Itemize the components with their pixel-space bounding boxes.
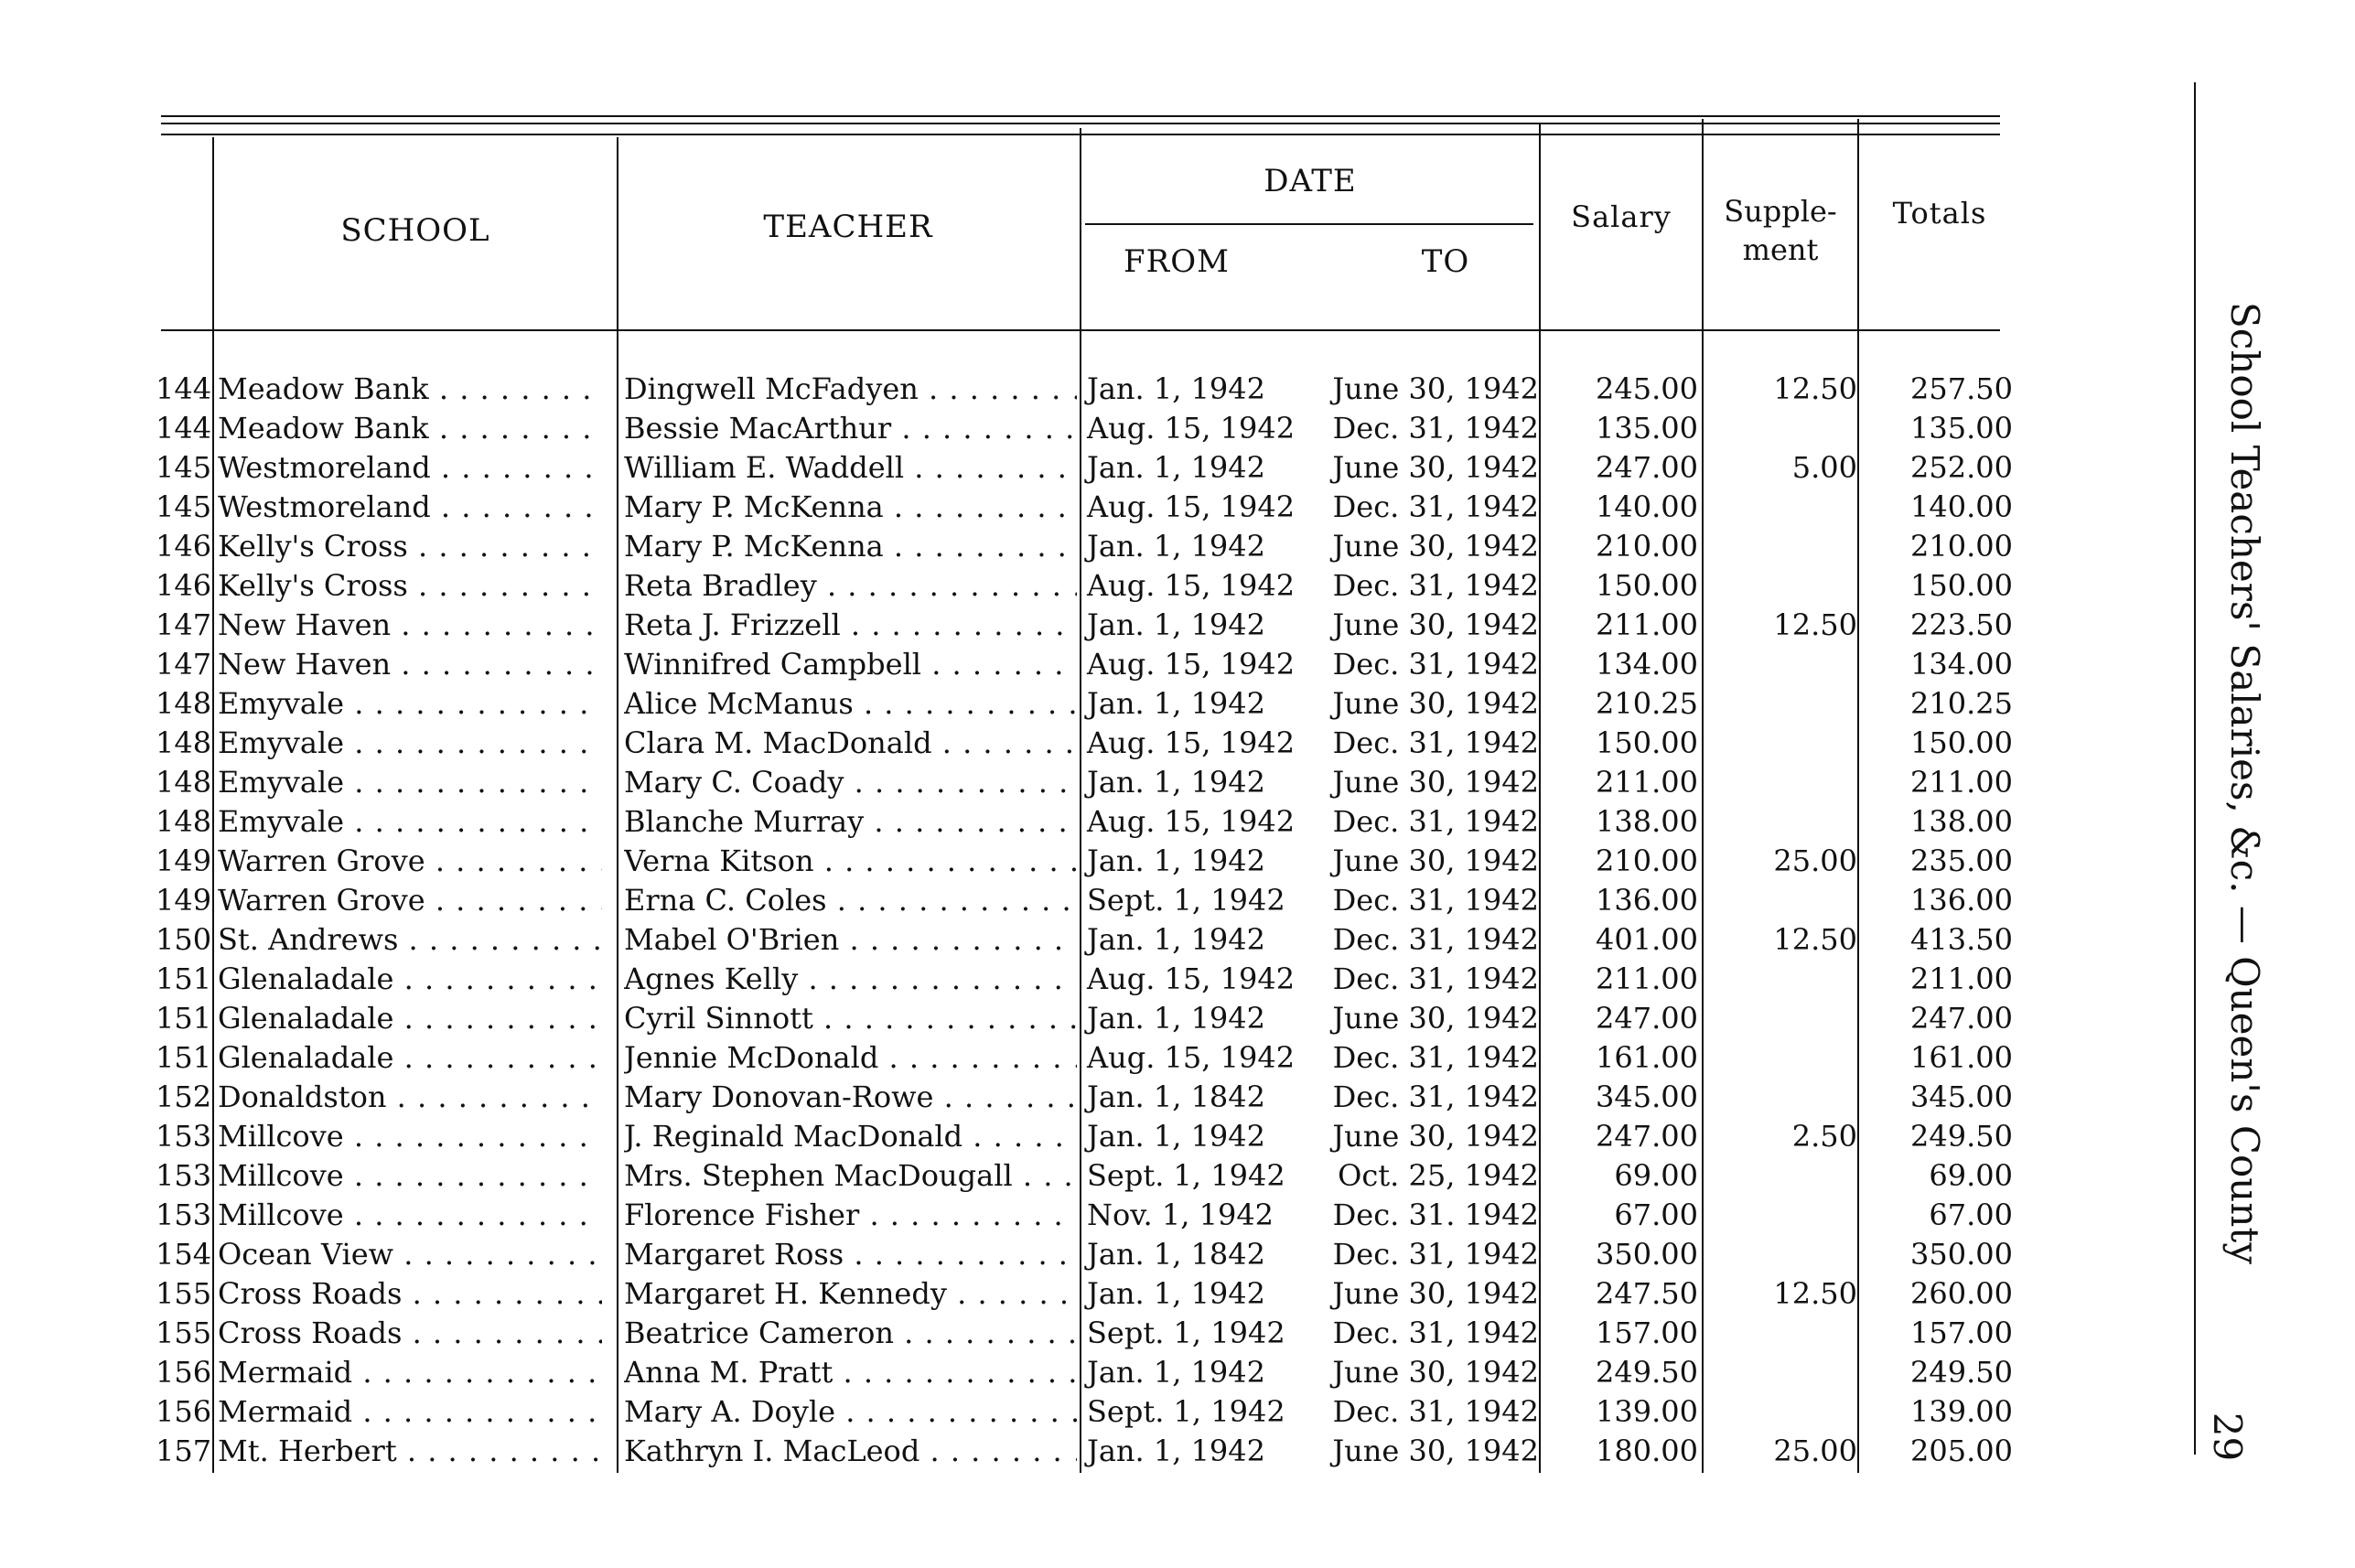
table-row	[0, 566, 2196, 606]
date-to-cell: Dec. 31, 1942	[1332, 568, 1539, 603]
salary-cell: 249.50	[1596, 1355, 1698, 1390]
school-cell: Kelly's Cross . . .	[218, 566, 602, 606]
row-number: 146	[156, 568, 212, 603]
table-row	[0, 1353, 2196, 1392]
salary-cell: 247.00	[1596, 1119, 1698, 1154]
school-cell: Westmoreland . . .	[218, 488, 602, 527]
table-row	[0, 802, 2196, 842]
date-to-cell: June 30, 1942	[1332, 607, 1539, 642]
salary-cell: 210.00	[1596, 843, 1698, 878]
row-number: 148	[156, 725, 212, 760]
school-cell: Millcove . . .	[218, 1156, 602, 1196]
total-cell: 211.00	[1910, 765, 2013, 800]
salary-cell: 139.00	[1596, 1394, 1698, 1429]
supplement-cell: 12.50	[1773, 607, 1857, 642]
salary-cell: 150.00	[1596, 725, 1698, 760]
school-cell: Mt. Herbert . . .	[218, 1432, 602, 1471]
row-number: 152	[156, 1079, 212, 1114]
teacher-cell: Clara M. MacDonald . . .	[624, 724, 1077, 763]
header-salary: Salary	[1571, 199, 1672, 234]
school-cell: New Haven . . .	[218, 606, 602, 645]
teacher-cell: Dingwell McFadyen . . .	[624, 370, 1077, 409]
school-cell: Meadow Bank . . .	[218, 370, 602, 409]
total-cell: 150.00	[1910, 725, 2013, 760]
total-cell: 134.00	[1910, 647, 2013, 682]
teacher-cell: Anna M. Pratt . . .	[624, 1353, 1077, 1392]
row-number: 155	[156, 1276, 212, 1311]
date-from-cell: Aug. 15, 1942	[1087, 725, 1296, 760]
date-to-cell: Dec. 31, 1942	[1332, 1040, 1539, 1075]
date-from-cell: Jan. 1, 1942	[1087, 450, 1265, 485]
total-cell: 210.25	[1910, 686, 2013, 721]
salary-cell: 210.25	[1596, 686, 1698, 721]
salary-cell: 247.50	[1596, 1276, 1698, 1311]
total-cell: 235.00	[1910, 843, 2013, 878]
teacher-cell: Mary P. McKenna . . .	[624, 527, 1077, 566]
total-cell: 211.00	[1910, 961, 2013, 996]
table-row	[0, 606, 2196, 645]
table-row	[0, 645, 2196, 684]
school-cell: Emyvale . . .	[218, 763, 602, 802]
date-from-cell: Jan. 1, 1942	[1087, 1355, 1265, 1390]
row-number: 157	[156, 1434, 212, 1468]
table-row	[0, 1196, 2196, 1235]
table-row	[0, 1038, 2196, 1078]
salary-cell: 135.00	[1596, 411, 1698, 446]
teacher-cell: Winnifred Campbell . . .	[624, 645, 1077, 684]
date-to-cell: June 30, 1942	[1332, 843, 1539, 878]
teacher-cell: Mary A. Doyle . . .	[624, 1392, 1077, 1432]
salary-cell: 157.00	[1596, 1316, 1698, 1350]
teacher-cell: Mary C. Coady . . .	[624, 763, 1077, 802]
teacher-cell: Mrs. Stephen MacDougall . . .	[624, 1156, 1077, 1196]
school-cell: Westmoreland . . .	[218, 448, 602, 488]
total-cell: 345.00	[1910, 1079, 2013, 1114]
date-to-cell: Dec. 31, 1942	[1332, 647, 1539, 682]
school-cell: St. Andrews . . .	[218, 920, 602, 960]
table-row	[0, 409, 2196, 448]
date-to-cell: Dec. 31, 1942	[1332, 489, 1539, 524]
date-from-cell: Jan. 1, 1942	[1087, 1434, 1265, 1468]
date-to-cell: Dec. 31, 1942	[1332, 1237, 1539, 1272]
row-number: 151	[156, 1040, 212, 1075]
date-to-cell: June 30, 1942	[1332, 1355, 1539, 1390]
row-number: 146	[156, 529, 212, 564]
table-row	[0, 1392, 2196, 1432]
total-cell: 247.00	[1910, 1001, 2013, 1036]
teacher-cell: Reta Bradley . . .	[624, 566, 1077, 606]
date-from-cell: Sept. 1, 1942	[1087, 1316, 1285, 1350]
school-cell: Meadow Bank . . .	[218, 409, 602, 448]
salary-cell: 211.00	[1596, 765, 1698, 800]
school-cell: Glenaladale . . .	[218, 1038, 602, 1078]
date-from-cell: Jan. 1, 1842	[1087, 1079, 1265, 1114]
date-from-cell: Aug. 15, 1942	[1087, 1040, 1296, 1075]
salary-cell: 210.00	[1596, 529, 1698, 564]
date-to-cell: June 30, 1942	[1332, 765, 1539, 800]
date-from-cell: Aug. 15, 1942	[1087, 489, 1296, 524]
school-cell: Emyvale . . .	[218, 802, 602, 842]
salary-cell: 211.00	[1596, 607, 1698, 642]
teacher-cell: Reta J. Frizzell . . .	[624, 606, 1077, 645]
total-cell: 249.50	[1910, 1119, 2013, 1154]
header-to: TO	[1421, 243, 1470, 280]
school-cell: Donaldston . . .	[218, 1078, 602, 1117]
total-cell: 252.00	[1910, 450, 2013, 485]
salary-cell: 401.00	[1596, 922, 1698, 957]
supplement-cell: 25.00	[1773, 843, 1857, 878]
salary-cell: 211.00	[1596, 961, 1698, 996]
side-title: School Teachers' Salaries, &c. — Queen's County	[2222, 302, 2267, 1264]
date-from-cell: Aug. 15, 1942	[1087, 568, 1296, 603]
total-cell: 135.00	[1910, 411, 2013, 446]
supplement-cell: 12.50	[1773, 922, 1857, 957]
salary-cell: 247.00	[1596, 1001, 1698, 1036]
row-number: 147	[156, 647, 212, 682]
salary-cell: 67.00	[1614, 1197, 1698, 1232]
date-from-cell: Jan. 1, 1942	[1087, 922, 1265, 957]
supplement-cell: 25.00	[1773, 1434, 1857, 1468]
header-supplement-text: Supple- ment	[1724, 194, 1837, 267]
table-row	[0, 842, 2196, 881]
total-cell: 257.50	[1910, 371, 2013, 406]
date-to-cell: Dec. 31, 1942	[1332, 1079, 1539, 1114]
date-to-cell: Dec. 31, 1942	[1332, 411, 1539, 446]
salary-cell: 350.00	[1596, 1237, 1698, 1272]
row-number: 149	[156, 883, 212, 918]
table-row	[0, 999, 2196, 1038]
school-cell: Mermaid . . .	[218, 1392, 602, 1432]
date-from-cell: Jan. 1, 1942	[1087, 1001, 1265, 1036]
row-number: 153	[156, 1119, 212, 1154]
date-from-cell: Jan. 1, 1942	[1087, 1276, 1265, 1311]
date-divider-rule	[1085, 223, 1533, 225]
row-number: 144	[156, 371, 212, 406]
total-cell: 249.50	[1910, 1355, 2013, 1390]
date-from-cell: Jan. 1, 1942	[1087, 843, 1265, 878]
table-row	[0, 684, 2196, 724]
table-row	[0, 1432, 2196, 1471]
total-cell: 161.00	[1910, 1040, 2013, 1075]
teacher-cell: Verna Kitson . . .	[624, 842, 1077, 881]
date-to-cell: June 30, 1942	[1332, 686, 1539, 721]
date-from-cell: Aug. 15, 1942	[1087, 804, 1296, 839]
teacher-cell: Mary P. McKenna . . .	[624, 488, 1077, 527]
row-number: 153	[156, 1158, 212, 1193]
salary-cell: 150.00	[1596, 568, 1698, 603]
header-totals: Totals	[1892, 196, 1987, 231]
teacher-cell: Margaret H. Kennedy . . .	[624, 1274, 1077, 1314]
total-cell: 157.00	[1910, 1316, 2013, 1350]
table-row	[0, 763, 2196, 802]
row-number: 150	[156, 922, 212, 957]
date-from-cell: Aug. 15, 1942	[1087, 647, 1296, 682]
date-from-cell: Jan. 1, 1942	[1087, 1119, 1265, 1154]
date-from-cell: Jan. 1, 1842	[1087, 1237, 1265, 1272]
table-row	[0, 1156, 2196, 1196]
total-cell: 260.00	[1910, 1276, 2013, 1311]
school-cell: Millcove . . .	[218, 1117, 602, 1156]
teacher-cell: Blanche Murray . . .	[624, 802, 1077, 842]
total-cell: 223.50	[1910, 607, 2013, 642]
date-from-cell: Jan. 1, 1942	[1087, 371, 1265, 406]
teacher-cell: Jennie McDonald . . .	[624, 1038, 1077, 1078]
teacher-cell: Bessie MacArthur . . .	[624, 409, 1077, 448]
teacher-cell: Florence Fisher . . .	[624, 1196, 1077, 1235]
row-number: 148	[156, 686, 212, 721]
date-to-cell: June 30, 1942	[1332, 450, 1539, 485]
table-row	[0, 448, 2196, 488]
date-from-cell: Sept. 1, 1942	[1087, 1394, 1285, 1429]
school-cell: Warren Grove . . .	[218, 881, 602, 920]
date-to-cell: Dec. 31, 1942	[1332, 961, 1539, 996]
row-number: 147	[156, 607, 212, 642]
date-from-cell: Jan. 1, 1942	[1087, 529, 1265, 564]
salary-cell: 69.00	[1614, 1158, 1698, 1193]
table-row	[0, 370, 2196, 409]
teacher-cell: William E. Waddell . . .	[624, 448, 1077, 488]
school-cell: Glenaladale . . .	[218, 960, 602, 999]
total-cell: 139.00	[1910, 1394, 2013, 1429]
date-to-cell: Oct. 25, 1942	[1338, 1158, 1539, 1193]
total-cell: 413.50	[1910, 922, 2013, 957]
salary-cell: 161.00	[1596, 1040, 1698, 1075]
table-row	[0, 488, 2196, 527]
date-from-cell: Sept. 1, 1942	[1087, 883, 1285, 918]
date-from-cell: Aug. 15, 1942	[1087, 411, 1296, 446]
date-from-cell: Jan. 1, 1942	[1087, 686, 1265, 721]
school-cell: Ocean View . . .	[218, 1235, 602, 1274]
date-from-cell: Jan. 1, 1942	[1087, 607, 1265, 642]
school-cell: Cross Roads . . .	[218, 1274, 602, 1314]
row-number: 149	[156, 843, 212, 878]
total-cell: 69.00	[1929, 1158, 2013, 1193]
supplement-cell: 2.50	[1791, 1119, 1857, 1154]
salary-cell: 136.00	[1596, 883, 1698, 918]
table-row	[0, 881, 2196, 920]
teacher-cell: Mabel O'Brien . . .	[624, 920, 1077, 960]
salary-cell: 140.00	[1596, 489, 1698, 524]
date-to-cell: Dec. 31, 1942	[1332, 1316, 1539, 1350]
total-cell: 138.00	[1910, 804, 2013, 839]
date-to-cell: Dec. 31. 1942	[1332, 1197, 1539, 1232]
header-from: FROM	[1124, 243, 1230, 280]
salary-cell: 180.00	[1596, 1434, 1698, 1468]
date-to-cell: Dec. 31, 1942	[1332, 883, 1539, 918]
school-cell: Kelly's Cross . . .	[218, 527, 602, 566]
teacher-cell: J. Reginald MacDonald . . .	[624, 1117, 1077, 1156]
teacher-cell: Mary Donovan-Rowe . . .	[624, 1078, 1077, 1117]
table-row	[0, 1314, 2196, 1353]
row-number: 151	[156, 961, 212, 996]
page-number: 29	[2205, 1412, 2251, 1462]
date-to-cell: June 30, 1942	[1332, 529, 1539, 564]
table-row	[0, 1078, 2196, 1117]
header-teacher: TEACHER	[763, 209, 933, 245]
top-rule-2	[161, 123, 2000, 124]
row-number: 144	[156, 411, 212, 446]
school-cell: Glenaladale . . .	[218, 999, 602, 1038]
date-from-cell: Jan. 1, 1942	[1087, 765, 1265, 800]
table-row	[0, 527, 2196, 566]
table-row	[0, 1235, 2196, 1274]
row-number: 155	[156, 1316, 212, 1350]
row-number: 145	[156, 450, 212, 485]
table-row	[0, 1274, 2196, 1314]
row-number: 148	[156, 804, 212, 839]
date-from-cell: Aug. 15, 1942	[1087, 961, 1296, 996]
teacher-cell: Margaret Ross . . .	[624, 1235, 1077, 1274]
table-row	[0, 960, 2196, 999]
salary-cell: 245.00	[1596, 371, 1698, 406]
school-cell: Millcove . . .	[218, 1196, 602, 1235]
supplement-cell: 5.00	[1791, 450, 1857, 485]
school-cell: Mermaid . . .	[218, 1353, 602, 1392]
header-school: SCHOOL	[340, 212, 490, 249]
row-number: 153	[156, 1197, 212, 1232]
teacher-cell: Kathryn I. MacLeod . . .	[624, 1432, 1077, 1471]
row-number: 156	[156, 1394, 212, 1429]
header-supplement	[1704, 192, 1857, 269]
total-cell: 150.00	[1910, 568, 2013, 603]
table-row	[0, 1117, 2196, 1156]
row-number: 145	[156, 489, 212, 524]
school-cell: Cross Roads . . .	[218, 1314, 602, 1353]
salary-cell: 134.00	[1596, 647, 1698, 682]
date-to-cell: June 30, 1942	[1332, 1434, 1539, 1468]
teacher-cell: Alice McManus . . .	[624, 684, 1077, 724]
teacher-cell: Beatrice Cameron . . .	[624, 1314, 1077, 1353]
salary-cell: 345.00	[1596, 1079, 1698, 1114]
row-number: 148	[156, 765, 212, 800]
table-row	[0, 920, 2196, 960]
total-cell: 210.00	[1910, 529, 2013, 564]
school-cell: New Haven . . .	[218, 645, 602, 684]
school-cell: Warren Grove . . .	[218, 842, 602, 881]
date-to-cell: June 30, 1942	[1332, 1276, 1539, 1311]
school-cell: Emyvale . . .	[218, 684, 602, 724]
supplement-cell: 12.50	[1773, 371, 1857, 406]
total-cell: 205.00	[1910, 1434, 2013, 1468]
total-cell: 350.00	[1910, 1237, 2013, 1272]
teacher-cell: Erna C. Coles . . .	[624, 881, 1077, 920]
school-cell: Emyvale . . .	[218, 724, 602, 763]
total-cell: 140.00	[1910, 489, 2013, 524]
total-cell: 67.00	[1929, 1197, 2013, 1232]
date-from-cell: Sept. 1, 1942	[1087, 1158, 1285, 1193]
row-number: 151	[156, 1001, 212, 1036]
supplement-cell: 12.50	[1773, 1276, 1857, 1311]
total-cell: 136.00	[1910, 883, 2013, 918]
row-number: 154	[156, 1237, 212, 1272]
date-to-cell: June 30, 1942	[1332, 1119, 1539, 1154]
date-to-cell: Dec. 31, 1942	[1332, 1394, 1539, 1429]
date-from-cell: Nov. 1, 1942	[1087, 1197, 1274, 1232]
top-rule	[161, 115, 2000, 117]
date-to-cell: Dec. 31, 1942	[1332, 725, 1539, 760]
teacher-cell: Cyril Sinnott . . .	[624, 999, 1077, 1038]
salary-cell: 247.00	[1596, 450, 1698, 485]
date-to-cell: Dec. 31, 1942	[1332, 922, 1539, 957]
date-to-cell: June 30, 1942	[1332, 371, 1539, 406]
row-number: 156	[156, 1355, 212, 1390]
teacher-cell: Agnes Kelly . . .	[624, 960, 1077, 999]
salary-cell: 138.00	[1596, 804, 1698, 839]
date-to-cell: Dec. 31, 1942	[1332, 804, 1539, 839]
table-row	[0, 724, 2196, 763]
header-date: DATE	[1264, 163, 1357, 199]
date-to-cell: June 30, 1942	[1332, 1001, 1539, 1036]
